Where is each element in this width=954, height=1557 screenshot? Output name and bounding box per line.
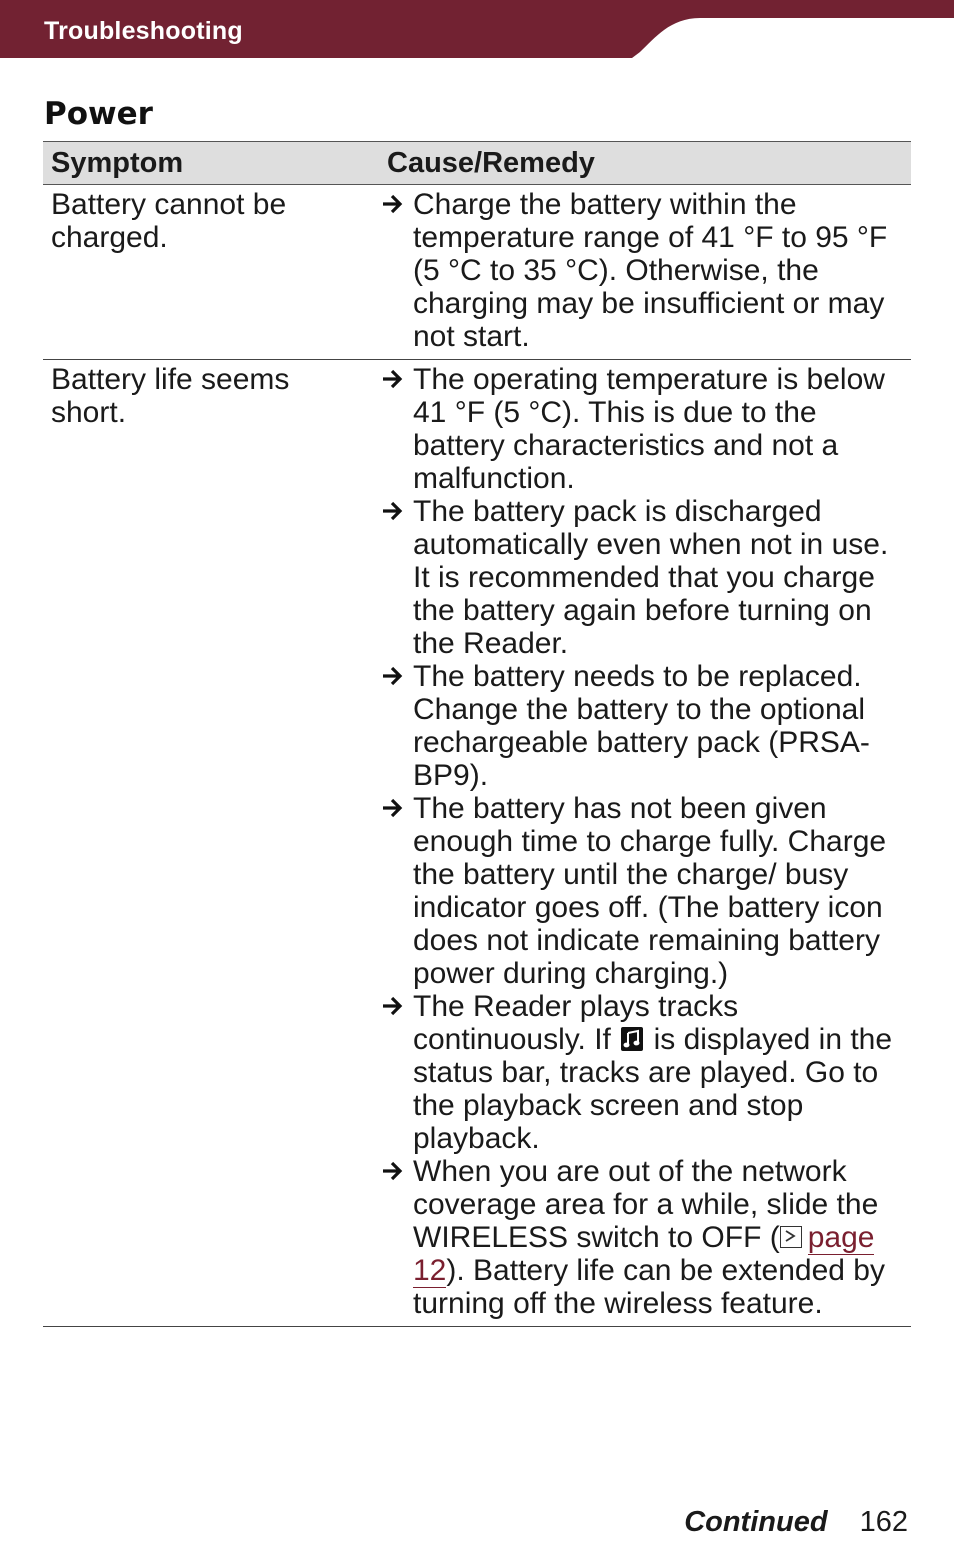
remedy-item — [373, 792, 911, 990]
arrow-right-icon — [380, 662, 406, 690]
page-footer — [684, 1506, 908, 1539]
remedy-item — [373, 188, 911, 353]
continued-label: Continued — [684, 1506, 828, 1538]
music-note-icon — [621, 1027, 643, 1051]
remedy-item — [373, 660, 911, 792]
symptom-cell: Battery cannot be charged. — [43, 185, 373, 360]
table-header-row — [43, 142, 911, 185]
arrow-right-icon — [380, 497, 406, 525]
remedy-text: is displayed in the status bar, tracks are played. Go to the playback screen and stop playback. — [413, 1023, 893, 1155]
remedy-cell — [373, 360, 911, 1327]
page-number: 162 — [859, 1506, 908, 1538]
remedy-list — [373, 363, 911, 1320]
arrow-right-icon — [380, 1157, 406, 1185]
section-title: Power — [44, 96, 153, 132]
remedy-item — [373, 363, 911, 495]
column-header-symptom: Symptom — [43, 142, 373, 185]
column-header-cause-remedy: Cause/Remedy — [373, 142, 911, 185]
remedy-list — [373, 188, 911, 353]
remedy-text: The battery needs to be replaced. Change the battery to the optional rechargeable battery pack (PRSA-BP9). — [413, 660, 870, 792]
remedy-item — [373, 495, 911, 660]
page-12-link[interactable]: page 12 — [413, 1221, 875, 1287]
symptom-cell: Battery life seems short. — [43, 360, 373, 1327]
remedy-text: Charge the battery within the temperature range of 41 °F to 95 °F (5 °C to 35 °C). Otherwise, the charging may be insufficient or may not start. — [413, 188, 888, 353]
arrow-right-icon — [380, 365, 406, 393]
table-row — [43, 360, 911, 1327]
remedy-text: ). Battery life can be extended by turning off the wireless feature. — [413, 1254, 885, 1320]
remedy-text: The battery pack is discharged automatically even when not in use. It is recommended that you charge the battery again before turning on the Reader. — [413, 495, 889, 660]
arrow-right-icon — [380, 190, 406, 218]
remedy-text: When you are out of the network coverage area for a while, slide the WIRELESS switch to OFF ( — [413, 1155, 879, 1254]
remedy-text: The operating temperature is below 41 °F (5 °C). This is due to the battery characteristics and not a malfunction. — [413, 363, 885, 495]
remedy-cell — [373, 185, 911, 360]
arrow-right-icon — [380, 992, 406, 1020]
page-reference-icon — [780, 1226, 802, 1248]
arrow-right-icon — [380, 794, 406, 822]
remedy-text: The battery has not been given enough time to charge fully. Charge the battery until the charge/ busy indicator goes off. (The battery icon does not indicate remaining battery power during charging.) — [413, 792, 887, 990]
remedy-item — [373, 1155, 911, 1320]
remedy-item — [373, 990, 911, 1155]
troubleshooting-table — [43, 141, 911, 1327]
table-row — [43, 185, 911, 360]
page-header — [0, 0, 954, 58]
header-title: Troubleshooting — [44, 17, 243, 45]
remedy-text: The Reader plays tracks continuously. If — [413, 990, 739, 1056]
